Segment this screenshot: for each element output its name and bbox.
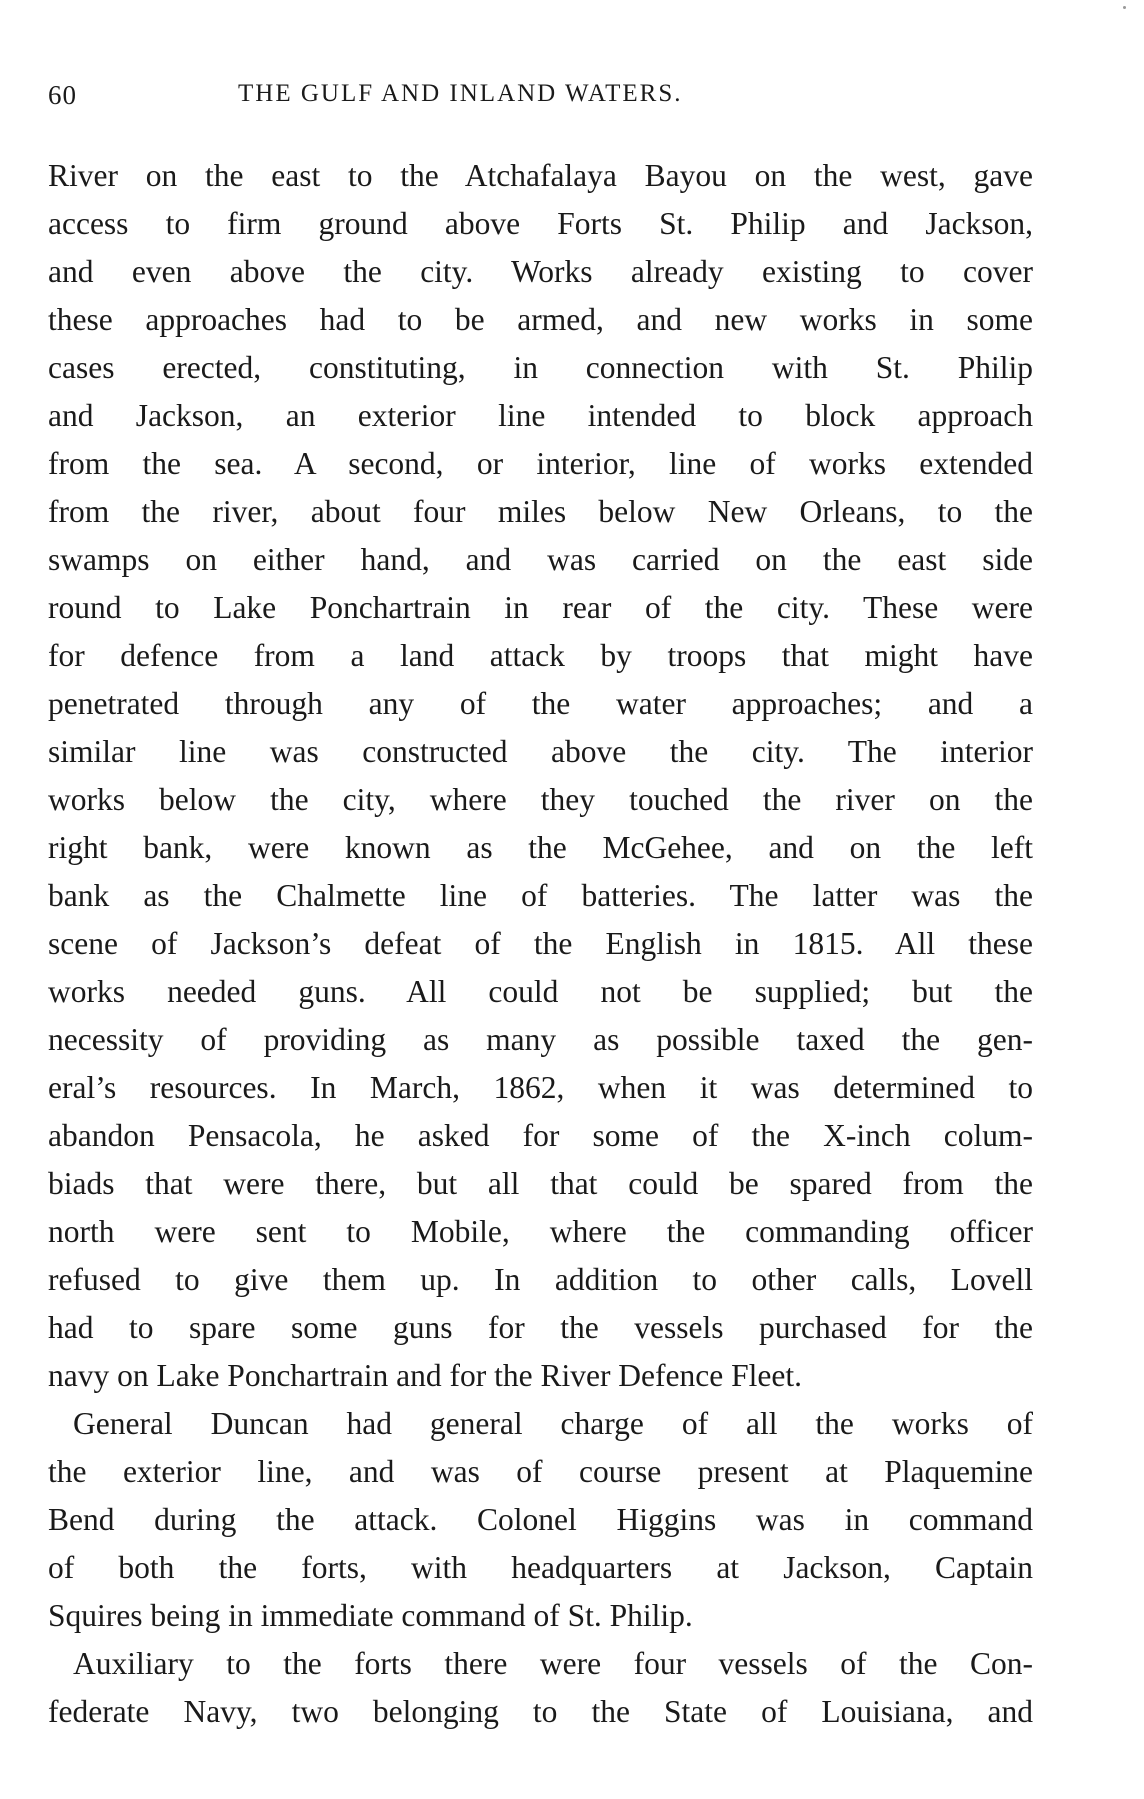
text-line: refused to give them up. In addition to other calls, Lovell — [48, 1262, 1033, 1297]
text-line: and even above the city. Works already existing to cover — [48, 254, 1033, 289]
paragraph-start-line: General Duncan had general charge of all the works of — [73, 1406, 1033, 1441]
text-line: Bend during the attack. Colonel Higgins was in command — [48, 1502, 1033, 1537]
text-line: the exterior line, and was of course present at Plaquemine — [48, 1454, 1033, 1489]
text-line: abandon Pensacola, he asked for some of the X-inch colum- — [48, 1118, 1033, 1153]
text-line: swamps on either hand, and was carried on the east side — [48, 542, 1033, 577]
text-line: round to Lake Ponchartrain in rear of the city. These were — [48, 590, 1033, 625]
paragraph-end-line: navy on Lake Ponchartrain and for the River Defence Fleet. — [48, 1358, 802, 1393]
text-line: bank as the Chalmette line of batteries. The latter was the — [48, 878, 1033, 913]
text-line: cases erected, constituting, in connection with St. Philip — [48, 350, 1033, 385]
text-line: scene of Jackson’s defeat of the English in 1815. All these — [48, 926, 1033, 961]
running-title: THE GULF AND INLAND WATERS. — [238, 80, 683, 107]
text-line: works below the city, where they touched the river on the — [48, 782, 1033, 817]
paragraph-start-line: Auxiliary to the forts there were four vessels of the Con- — [73, 1646, 1033, 1681]
text-line: eral’s resources. In March, 1862, when it was determined to — [48, 1070, 1033, 1105]
text-line: access to firm ground above Forts St. Philip and Jackson, — [48, 206, 1033, 241]
text-line: of both the forts, with headquarters at Jackson, Captain — [48, 1550, 1033, 1585]
body-text — [48, 152, 1033, 1736]
text-line: had to spare some guns for the vessels purchased for the — [48, 1310, 1033, 1345]
text-line: biads that were there, but all that could be spared from the — [48, 1166, 1033, 1201]
scan-speck — [1123, 6, 1126, 9]
text-line: from the river, about four miles below New Orleans, to the — [48, 494, 1033, 529]
text-line: from the sea. A second, or interior, line of works extended — [48, 446, 1033, 481]
text-line: for defence from a land attack by troops that might have — [48, 638, 1033, 673]
text-line: north were sent to Mobile, where the commanding officer — [48, 1214, 1033, 1249]
text-line: works needed guns. All could not be supplied; but the — [48, 974, 1033, 1009]
text-line: River on the east to the Atchafalaya Bayou on the west, gave — [48, 158, 1033, 193]
running-head — [48, 80, 1028, 120]
text-line: federate Navy, two belonging to the State of Louisiana, and — [48, 1694, 1033, 1729]
text-line: similar line was constructed above the city. The interior — [48, 734, 1033, 769]
text-line: and Jackson, an exterior line intended to block approach — [48, 398, 1033, 433]
text-line: right bank, were known as the McGehee, and on the left — [48, 830, 1033, 865]
page-number: 60 — [48, 80, 77, 110]
text-line: necessity of providing as many as possible taxed the gen- — [48, 1022, 1033, 1057]
paragraph-end-line: Squires being in immediate command of St. Philip. — [48, 1598, 693, 1633]
text-line: penetrated through any of the water approaches; and a — [48, 686, 1033, 721]
text-line: these approaches had to be armed, and new works in some — [48, 302, 1033, 337]
